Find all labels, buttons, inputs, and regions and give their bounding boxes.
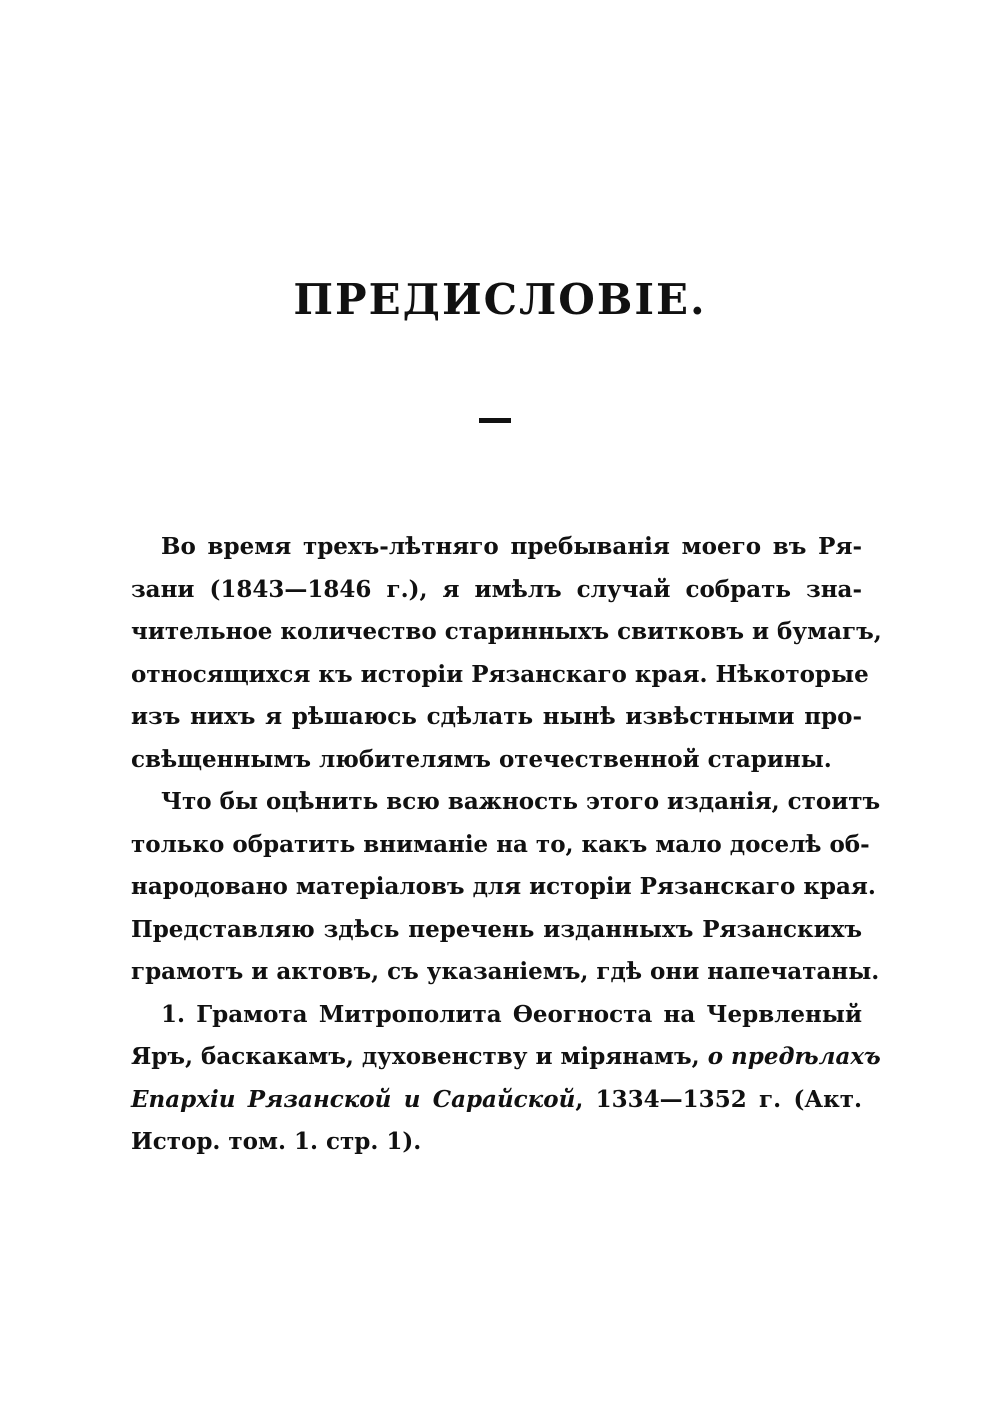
text-line xyxy=(131,1079,862,1122)
text-line: относящихся къ исторіи Рязанскаго края. Нѣкоторые xyxy=(131,660,869,688)
text-run: , 1334—1352 г. (Акт. xyxy=(575,1085,862,1113)
text-line: народовано матеріаловъ для исторіи Рязанскаго края. xyxy=(131,873,876,900)
text-line xyxy=(131,1036,881,1079)
italic-text-run: о предѣлахъ xyxy=(707,1043,881,1070)
text-line: Представляю здѣсь перечень изданныхъ Рязанскихъ xyxy=(131,915,862,943)
text-line: Что бы оцѣнить всю важность этого изданія, стоитъ xyxy=(161,788,881,815)
paragraph-3 xyxy=(131,994,881,1164)
text-line: Истор. том. 1. стр. 1). xyxy=(131,1128,422,1155)
title-divider xyxy=(479,418,511,423)
text-line: зани (1843—1846 г.), я имѣлъ случай собрать зна- xyxy=(131,575,862,603)
paragraph-2 xyxy=(131,781,881,994)
page-title: ПРЕДИСЛОВІЕ. xyxy=(293,275,707,324)
text-line: изъ нихъ я рѣшаюсь сдѣлать нынѣ извѣстными про- xyxy=(131,703,862,730)
text-run: Яръ, баскакамъ, духовенству и мірянамъ, xyxy=(131,1043,708,1070)
text-line: свѣщеннымъ любителямъ отечественной старины. xyxy=(131,745,832,773)
text-line: грамотъ и актовъ, съ указаніемъ, гдѣ они напечатаны. xyxy=(131,958,880,985)
text-line: чительное количество старинныхъ свитковъ и бумагъ, xyxy=(131,618,882,645)
italic-text-run: Епархіи Рязанской и Сарайской xyxy=(131,1085,576,1113)
text-line: Во время трехъ-лѣтняго пребыванія моего въ Ря- xyxy=(161,533,862,560)
paragraph-1 xyxy=(131,526,882,781)
preface-text xyxy=(131,526,882,1164)
text-line: 1. Грамота Митрополита Ѳеогноста на Червленый xyxy=(161,1000,862,1028)
text-line: только обратить вниманіе на то, какъ мало доселѣ об- xyxy=(131,830,870,858)
